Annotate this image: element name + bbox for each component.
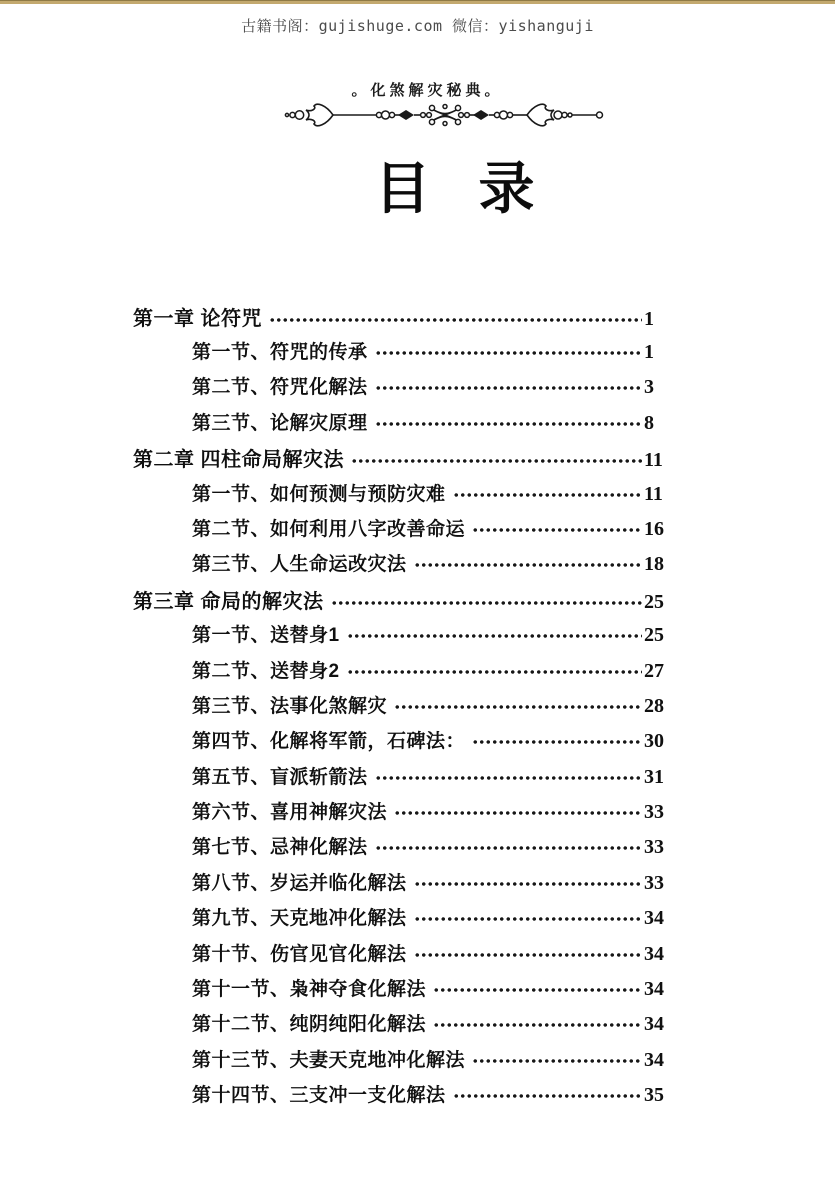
leader-dots (472, 739, 642, 747)
leader-dots (375, 385, 642, 393)
toc-page-number: 28 (644, 694, 664, 717)
toc-entry-label: 第三节、法事化煞解灾 (192, 695, 388, 717)
toc-page-number: 3 (644, 376, 654, 399)
toc-row (133, 620, 668, 655)
toc-entry-label: 第十一节、枭神夺食化解法 (192, 979, 427, 1001)
toc-row (133, 479, 668, 514)
running-head-title: 。化煞解灾秘典。 (351, 82, 504, 99)
toc-page-number: 34 (644, 1013, 664, 1036)
toc-row (133, 691, 668, 726)
toc-page-number: 11 (644, 449, 663, 472)
toc-page-number: 35 (644, 1084, 664, 1107)
toc-entry-label: 第十二节、纯阴纯阳化解法 (192, 1014, 427, 1036)
toc-page-number: 31 (644, 765, 664, 788)
toc-entry-label: 第四节、化解将军箭，石碑法： (192, 731, 466, 753)
leader-dots (433, 987, 642, 995)
toc-row (133, 797, 668, 832)
toc-row (133, 903, 668, 938)
toc-row (133, 832, 668, 867)
leader-dots (347, 633, 642, 641)
toc-entry-label: 第一节、送替身1 (192, 625, 340, 647)
toc-entry-label: 第六节、喜用神解灾法 (192, 802, 388, 824)
toc-entry-label: 第十四节、三支冲一支化解法 (192, 1085, 446, 1107)
toc-entry-label: 第三节、人生命运改灾法 (192, 554, 407, 576)
leader-dots (375, 845, 642, 853)
toc-row (133, 1009, 668, 1044)
toc-row (133, 514, 668, 549)
toc-page-number: 25 (644, 590, 664, 613)
leader-dots (414, 952, 642, 960)
toc-entry-label: 第十三节、夫妻天克地冲化解法 (192, 1049, 466, 1071)
leader-dots (472, 527, 642, 535)
leader-dots (331, 600, 642, 608)
page-title: 目 录 (374, 159, 537, 221)
leader-dots (453, 492, 642, 500)
toc-page-number: 34 (644, 978, 664, 1001)
leader-dots (269, 317, 642, 325)
toc-row (133, 656, 668, 691)
toc-row (133, 868, 668, 903)
toc-row (133, 372, 668, 407)
toc-page-number: 16 (644, 517, 664, 540)
toc-row (133, 726, 668, 761)
toc-row (133, 408, 668, 443)
site-watermark-text: 古籍书阁：gujishuge.com 微信：yishanguji (241, 17, 594, 35)
toc-row (133, 1045, 668, 1080)
leader-dots (375, 775, 642, 783)
leader-dots (375, 421, 642, 429)
toc-entry-label: 第五节、盲派斩箭法 (192, 766, 368, 788)
toc-entry-label: 第一章 论符咒 (133, 307, 263, 330)
leader-dots (375, 350, 642, 358)
toc-page-number: 33 (644, 801, 664, 824)
leader-dots (351, 458, 642, 466)
toc-entry-label: 第十节、伤官见官化解法 (192, 943, 407, 965)
toc-row (133, 585, 668, 620)
toc-page-number: 33 (644, 871, 664, 894)
leader-dots (453, 1093, 642, 1101)
toc-entry-label: 第二节、送替身2 (192, 660, 340, 682)
leader-dots (394, 810, 642, 818)
leader-dots (414, 916, 642, 924)
toc-entry-label: 第七节、忌神化解法 (192, 837, 368, 859)
toc-row (133, 762, 668, 797)
toc-entry-label: 第八节、岁运并临化解法 (192, 872, 407, 894)
leader-dots (347, 669, 642, 677)
toc-entry-label: 第九节、天克地冲化解法 (192, 908, 407, 930)
toc-row (133, 1080, 668, 1115)
leader-dots (394, 704, 642, 712)
toc-page-number: 34 (644, 907, 664, 930)
ornamental-divider-icon (284, 102, 604, 128)
toc-entry-label: 第一节、如何预测与预防灾难 (192, 483, 446, 505)
toc-entry-label: 第三节、论解灾原理 (192, 412, 368, 434)
toc-page-number: 25 (644, 624, 664, 647)
leader-dots (414, 562, 642, 570)
toc-page-number: 8 (644, 411, 654, 434)
toc-page-number: 30 (644, 730, 664, 753)
leader-dots (433, 1022, 642, 1030)
toc-entry-label: 第三章 命局的解灾法 (133, 590, 324, 613)
toc-entry-label: 第二节、符咒化解法 (192, 377, 368, 399)
toc-row (133, 302, 668, 337)
toc-row (133, 337, 668, 372)
toc-page-number: 18 (644, 553, 664, 576)
toc-row (133, 443, 668, 478)
toc-page-number: 27 (644, 659, 664, 682)
toc-row (133, 939, 668, 974)
toc-entry-label: 第二章 四柱命局解灾法 (133, 449, 345, 472)
toc-page-number: 1 (644, 340, 654, 363)
table-of-contents (133, 302, 668, 1116)
toc-row (133, 974, 668, 1009)
toc-page-number: 34 (644, 942, 664, 965)
leader-dots (472, 1058, 642, 1066)
toc-page-number: 33 (644, 836, 664, 859)
leader-dots (414, 881, 642, 889)
toc-entry-label: 第二节、如何利用八字改善命运 (192, 518, 466, 540)
toc-page-number: 1 (644, 307, 654, 330)
top-border-rule (0, 0, 835, 4)
toc-page-number: 34 (644, 1048, 664, 1071)
toc-entry-label: 第一节、符咒的传承 (192, 341, 368, 363)
toc-row (133, 549, 668, 584)
toc-page-number: 11 (644, 482, 663, 505)
